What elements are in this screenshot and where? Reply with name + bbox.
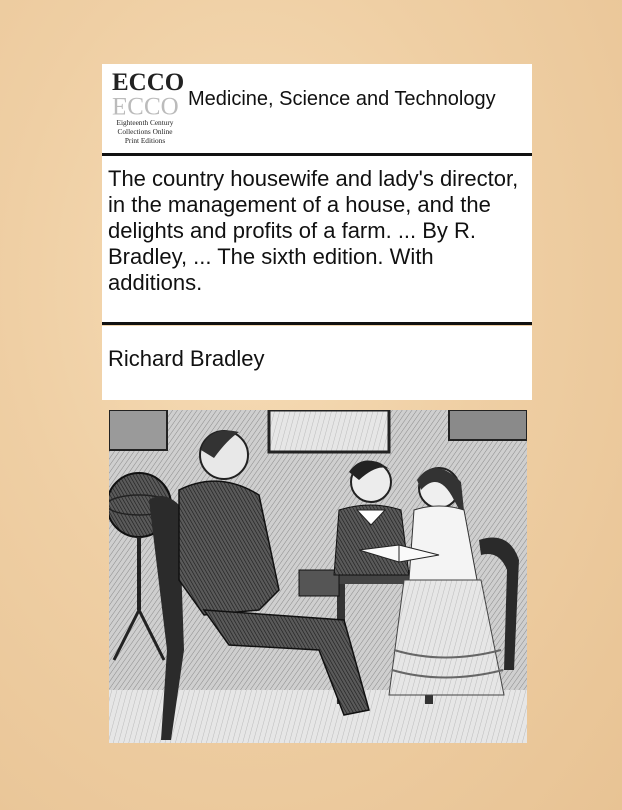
logo-mark-reflection: ECCO — [112, 92, 179, 119]
logo-caption-1: Eighteenth Century — [116, 118, 174, 127]
book-author: Richard Bradley — [108, 346, 265, 371]
logo-caption-3: Print Editions — [124, 136, 166, 145]
engraving-svg — [109, 410, 527, 743]
ecco-logo — [112, 69, 185, 148]
engraving-illustration — [109, 410, 527, 743]
collection-name: Medicine, Science and Technology — [188, 88, 496, 110]
wall-map-frame — [269, 410, 389, 452]
wall-frame-left — [109, 410, 167, 450]
title-panel — [102, 156, 532, 322]
wall-frame-right — [449, 410, 527, 440]
logo-mark-top: ECCO — [112, 69, 185, 96]
author-panel — [102, 326, 532, 400]
collection-header — [102, 64, 532, 154]
book-in-hand — [299, 570, 339, 596]
book-title: The country housewife and lady's director, in the management of a house, and the delights and profits of a farm. ... By R. Bradley, ... The sixth edition. With additions. — [108, 166, 519, 295]
divider-bottom — [102, 322, 532, 325]
logo-caption-2: Collections Online — [117, 127, 173, 136]
